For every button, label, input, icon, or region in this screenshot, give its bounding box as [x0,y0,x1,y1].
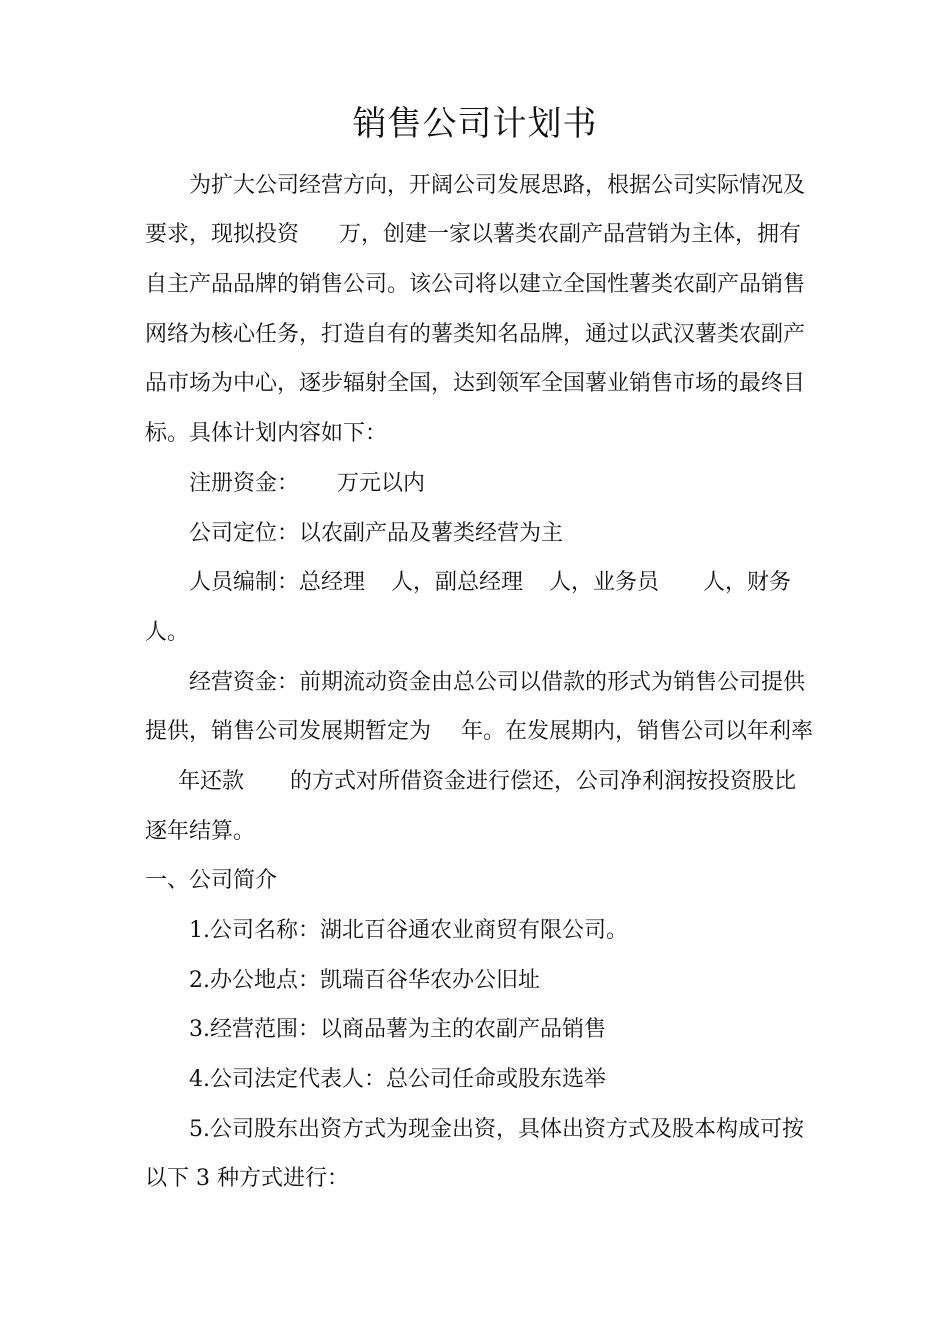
intro-line-2-part-a: 要求，现拟投资 [145,222,300,247]
section-1-item-3: 3.经营范围：以商品薯为主的农副产品销售 [189,1017,606,1042]
intro-line-3: 自主产品品牌的销售公司。该公司将以建立全国性薯类农副产品销售 [145,272,806,297]
section-1-item-2: 2.办公地点：凯瑞百谷华农办公旧址 [189,968,540,993]
staff-part-a: 人员编制：总经理 [189,570,366,595]
intro-line-5: 品市场为中心，逐步辐射全国，达到领军全国薯业销售市场的最终目 [145,371,806,396]
document-title: 销售公司计划书 [352,104,598,144]
section-1-heading: 一、公司简介 [145,868,278,893]
intro-line-1: 为扩大公司经营方向，开阔公司发展思路，根据公司实际情况及 [189,173,806,198]
section-1-item-5: 5.公司股东出资方式为现金出资，具体出资方式及股本构成可按 [189,1117,804,1142]
intro-line-4: 网络为核心任务，打造自有的薯类知名品牌，通过以武汉薯类农副产 [145,322,806,347]
funding-line-3-part-b: 的方式对所借资金进行偿还，公司净利润按投资股比 [290,769,797,794]
staff-part-b: 人，副总经理 [391,570,524,595]
funding-line-4: 逐年结算。 [145,819,256,844]
capital-label: 注册资金： [189,471,300,496]
funding-line-2-part-b: 年。在发展期内，销售公司以年利率 [461,719,814,744]
staff-line [189,568,791,598]
section-1-item-5-continued: 以下 3 种方式进行： [145,1166,349,1191]
funding-line-3 [178,767,796,797]
positioning-line: 公司定位：以农副产品及薯类经营为主 [189,521,564,546]
funding-line-2 [145,717,813,747]
funding-line-3-part-a: 年还款 [178,769,245,794]
staff-line-2: 人。 [145,620,190,645]
staff-part-d: 人，财务 [703,570,792,595]
staff-part-c: 人，业务员 [549,570,660,595]
section-1-item-4: 4.公司法定代表人：总公司任命或股东选举 [189,1067,606,1092]
capital-value: 万元以内 [337,471,426,496]
intro-line-2 [145,220,801,250]
section-1-item-1: 1.公司名称：湖北百谷通农业商贸有限公司。 [189,918,628,943]
funding-line-1: 经营资金：前期流动资金由总公司以借款的形式为销售公司提供 [189,670,806,695]
intro-line-2-part-b: 万，创建一家以薯类农副产品营销为主体，拥有 [339,222,802,247]
funding-line-2-part-a: 提供，销售公司发展期暂定为 [145,719,432,744]
capital-line [189,469,425,499]
intro-line-6: 标。具体计划内容如下： [145,421,388,446]
